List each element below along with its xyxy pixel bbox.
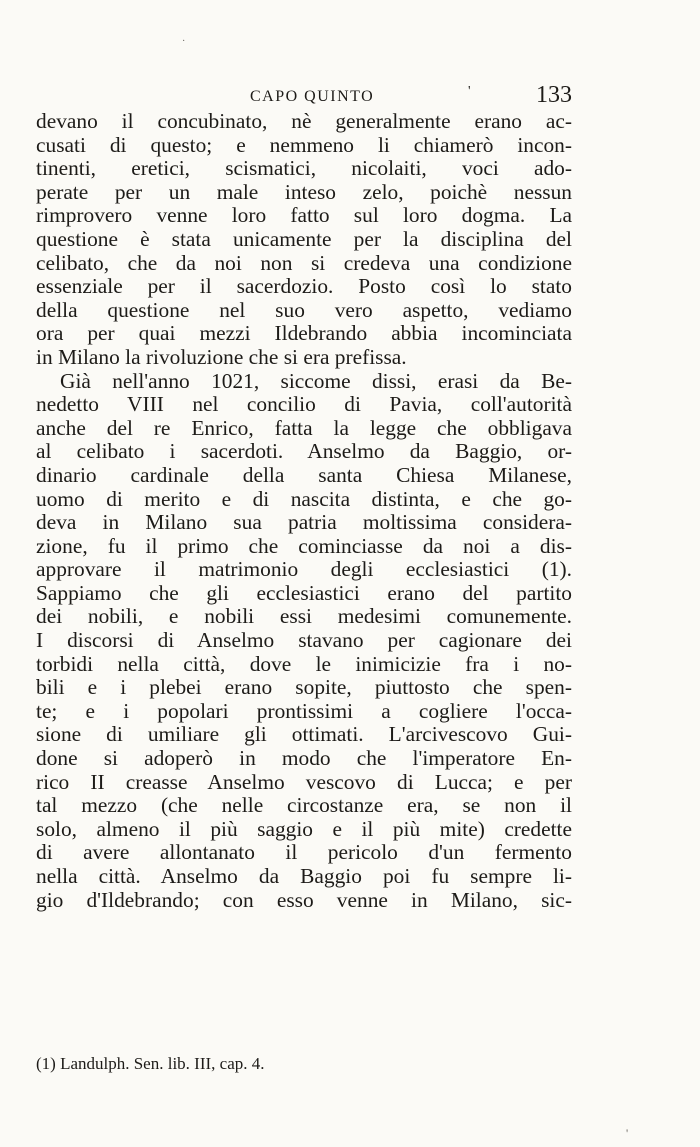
text-line: gio d'Ildebrando; con esso venne in Milano, sic- [36,887,572,912]
page-number: 133 [536,82,572,108]
text-line: done si adoperò in modo che l'imperatore En- [36,746,572,771]
text-line: al celibato i sacerdoti. Anselmo da Baggio, or- [36,439,572,464]
text-line: uomo di merito e di nascita distinta, e che go- [36,486,572,511]
text-line: perate per un male inteso zelo, poichè nessun [36,179,572,204]
text-line: devano il concubinato, nè generalmente erano ac- [36,109,572,133]
page-header [36,84,572,110]
text-line: approvare il matrimonio degli ecclesiastici (1). [36,557,572,582]
stray-mark-top: · [182,36,186,47]
text-line: rico II creasse Anselmo vescovo di Lucca; e per [36,769,572,794]
text-line: te; e i popolari prontissimi a cogliere l'occa- [36,698,572,723]
text-line: Sappiamo che gli ecclesiastici erano del partito [36,580,572,605]
body-text [36,110,572,912]
text-line: torbidi nella città, dove le inimicizie fra i no- [36,651,572,676]
header-mark: ' [468,84,471,99]
text-line: cusati di questo; e nemmeno li chiamerò incon- [36,132,572,157]
text-line: tinenti, eretici, scismatici, nicolaiti, voci ado- [36,156,572,181]
text-line: celibato, che da noi non si credeva una condizione [36,250,572,275]
stray-mark-bottom: ' [626,1126,629,1140]
text-line: rimprovero venne loro fatto sul loro dogma. La [36,203,572,228]
text-line: di avere allontanato il pericolo d'un fermento [36,840,572,865]
text-line: in Milano la rivoluzione che si era prefissa. [36,344,407,369]
text-line: dei nobili, e nobili essi medesimi comunemente. [36,604,572,629]
text-line: nedetto VIII nel concilio di Pavia, coll'autorità [36,392,572,417]
text-line: questione è stata unicamente per la disciplina del [36,226,572,251]
text-line: I discorsi di Anselmo stavano per cagionare dei [36,628,572,653]
text-line: anche del re Enrico, fatta la legge che obbligava [36,415,572,440]
text-line: dinario cardinale della santa Chiesa Milanese, [36,462,572,487]
text-line: sione di umiliare gli ottimati. L'arcivescovo Gui- [36,722,572,747]
text-line: della questione nel suo vero aspetto, vediamo [36,297,572,322]
text-line: bili e i plebei erano sopite, piuttosto che spen- [36,675,572,700]
text-line: zione, fu il primo che cominciasse da noi a dis- [36,533,572,558]
text-line: tal mezzo (che nelle circostanze era, se non il [36,793,572,818]
text-line: deva in Milano sua patria moltissima considera- [36,510,572,535]
footnote: (1) Landulph. Sen. lib. III, cap. 4. [36,1054,265,1073]
text-line: Già nell'anno 1021, siccome dissi, erasi da Be- [60,368,572,393]
running-head: CAPO QUINTO [250,88,375,105]
text-line: ora per quai mezzi Ildebrando abbia incominciata [36,321,572,346]
text-line: nella città. Anselmo da Baggio poi fu sempre li- [36,864,572,888]
text-line: essenziale per il sacerdozio. Posto così lo stato [36,274,572,299]
text-line: solo, almeno il più saggio e il più mite) credette [36,816,572,841]
